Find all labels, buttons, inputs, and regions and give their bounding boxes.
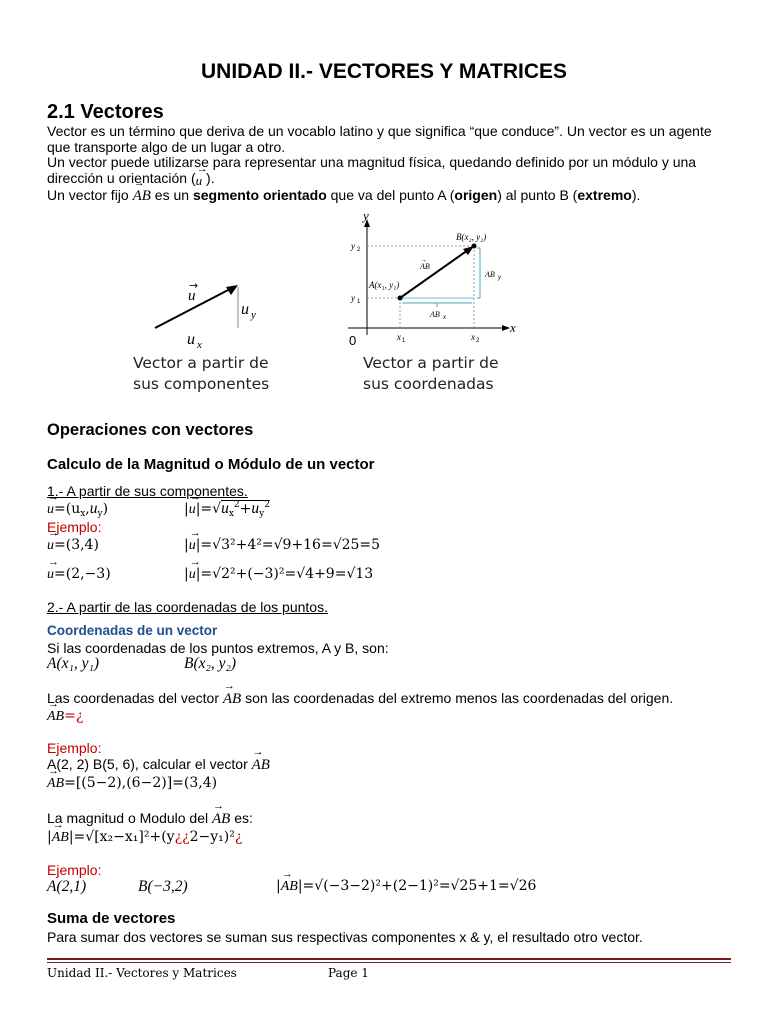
svg-text:y: y bbox=[351, 241, 355, 251]
ux-sub: x bbox=[197, 339, 202, 350]
components-caption bbox=[133, 353, 269, 395]
section-heading: 2.1 Vectores bbox=[47, 101, 164, 123]
coordinates-text: Si las coordenadas de los puntos extremos, A y B, son: bbox=[47, 640, 389, 656]
fixed-vector-definition: Un vector fijo → AB es un segmento orientado que va del punto A (origen) al punto B (extremo). bbox=[47, 187, 640, 205]
formula-components: → $u=(u_x,u_y)$ bbox=[47, 500, 108, 519]
example-4-result: |→ AB|=√(−3−2)²+(2−1)²=√25+1=√26 bbox=[276, 878, 536, 895]
point-b-coords: B(x₂, y₂) bbox=[184, 655, 237, 672]
origin-label: 0 bbox=[349, 333, 357, 347]
x-axis-label: x bbox=[510, 320, 516, 335]
point-a-dot bbox=[398, 296, 403, 301]
coordinates-heading: Coordenadas de un vector bbox=[47, 623, 218, 638]
example-1-vector: → u=(3,4) bbox=[47, 537, 99, 554]
coordinates-caption bbox=[363, 353, 499, 395]
components-caption-line-2: sus componentes bbox=[133, 375, 270, 393]
svg-text:y: y bbox=[498, 275, 501, 281]
point-b-label: B(x₂, y₂) bbox=[456, 232, 487, 242]
intro-line-1: Vector es un término que deriva de un vocablo latino y que significa “que conduce”. Un vector es un agente bbox=[47, 123, 712, 139]
magnitude-heading: Calculo de la Magnitud o Módulo de un vector bbox=[47, 456, 375, 473]
ux-label: u bbox=[187, 331, 195, 348]
example-1-magnitude: |→ u|=√3²+4²=√9+16=√25=5 bbox=[184, 537, 380, 554]
ab-equation: → AB=¿ bbox=[47, 708, 83, 725]
point-a-label: A(x₁, y₁) bbox=[369, 280, 400, 290]
svg-text:x: x bbox=[471, 332, 475, 342]
example-2-vector: → u=(2,−3) bbox=[47, 566, 111, 583]
page-title: UNIDAD II.- VECTORES Y MATRICES bbox=[201, 60, 567, 83]
footer-title: Unidad II.- Vectores y Matrices bbox=[47, 966, 237, 980]
svg-text:AB: AB bbox=[430, 310, 440, 319]
uy-label: u bbox=[241, 301, 249, 318]
point-b-dot bbox=[472, 244, 477, 249]
example-label-3: Ejemplo: bbox=[47, 862, 102, 878]
part-2-heading: 2.- A partir de las coordenadas de los puntos. bbox=[47, 599, 328, 615]
svg-text:x: x bbox=[397, 332, 401, 342]
example-label-1: Ejemplo: bbox=[47, 519, 102, 535]
magnitude-text: La magnitud o Modulo del → AB es: bbox=[47, 810, 253, 828]
ab-label: AB bbox=[420, 262, 430, 271]
y-axis-label: y bbox=[363, 208, 369, 223]
svg-text:AB: AB bbox=[485, 270, 495, 279]
components-caption-line-1: Vector a partir de bbox=[133, 354, 269, 372]
svg-text:1: 1 bbox=[402, 338, 406, 344]
sum-text: Para sumar dos vectores se suman sus respectivas componentes x & y, el resultado otro vector. bbox=[47, 929, 643, 945]
example-2-magnitude: |→ u|=√2²+(−3)²=√4+9=√13 bbox=[184, 566, 373, 583]
svg-text:→: → bbox=[420, 257, 427, 264]
example-4-point-a: A(2,1) bbox=[47, 878, 87, 895]
svg-text:y: y bbox=[351, 293, 355, 303]
example-3-points: A(2, 2) B(5, 6), calcular el vector → AB bbox=[47, 756, 270, 774]
footer-rule-thick bbox=[47, 958, 731, 960]
example-3-result: → AB=[(5−2),(6−2)]=(3,4) bbox=[47, 775, 217, 792]
svg-text:2: 2 bbox=[476, 338, 480, 344]
page-number: Page 1 bbox=[328, 966, 369, 980]
svg-text:1: 1 bbox=[357, 299, 361, 305]
components-diagram bbox=[140, 280, 280, 350]
vector-ab-line bbox=[400, 250, 468, 298]
coordinates-caption-line-2: sus coordenadas bbox=[363, 375, 494, 393]
example-4-point-b: B(−3,2) bbox=[138, 878, 188, 895]
coordinates-diagram bbox=[340, 207, 530, 347]
svg-text:2: 2 bbox=[357, 247, 361, 253]
magnitude-formula: |→ AB|=√[x₂−x₁]²+(y¿¿2−y₁)²¿ bbox=[47, 829, 242, 846]
part-1-heading: 1.- A partir de sus componentes. bbox=[47, 483, 248, 499]
svg-text:x: x bbox=[443, 315, 446, 321]
intro-line-3: Un vector puede utilizarse para representar una magnitud física, quedando definido por un módulo y una bbox=[47, 154, 697, 170]
u-label: u bbox=[188, 288, 196, 304]
uy-sub: y bbox=[251, 309, 256, 321]
footer-rule-thin bbox=[47, 962, 731, 963]
intro-line-2: que transporte algo de un lugar a otro. bbox=[47, 138, 286, 155]
intro-paragraph bbox=[47, 124, 737, 187]
coordinates-rule: Las coordenadas del vector → AB son las coordenadas del extremo menos las coordenadas del origen. bbox=[47, 690, 673, 708]
example-label-2: Ejemplo: bbox=[47, 740, 102, 756]
coordinates-caption-line-1: Vector a partir de bbox=[363, 354, 499, 372]
point-a-coords: A(x₁, y₁) bbox=[47, 655, 100, 672]
sum-heading: Suma de vectores bbox=[47, 910, 176, 927]
formula-magnitude: |→ $u|=√u_x^2+u_y^2$ bbox=[184, 500, 270, 519]
intro-line-4: dirección u orientación (→ u ). bbox=[47, 171, 737, 188]
operations-heading: Operaciones con vectores bbox=[47, 421, 254, 439]
u-arrow-glyph: → bbox=[189, 280, 199, 292]
